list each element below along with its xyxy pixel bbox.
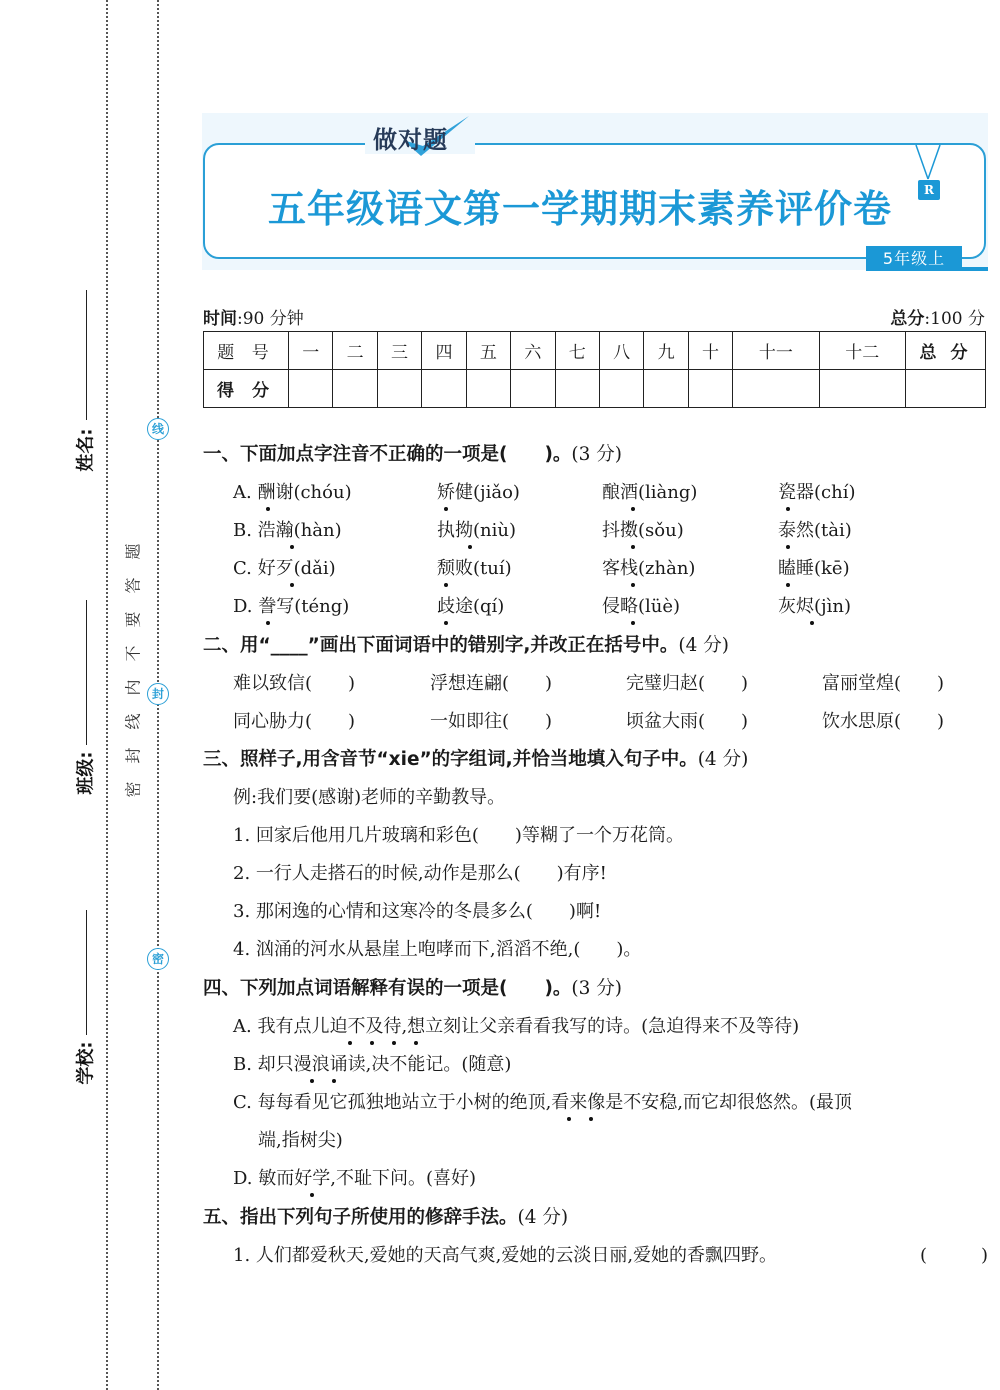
edition-badge: R	[918, 180, 940, 200]
emphasis-dot	[631, 621, 635, 625]
score-cell[interactable]	[289, 370, 333, 408]
q1-option-b-2: 执拗(niù)	[437, 520, 516, 541]
q1-option-b-1: B. 浩瀚(hàn)	[233, 520, 342, 541]
school-field[interactable]	[60, 910, 110, 1110]
q2-word: 饮水思原( )	[822, 711, 945, 732]
q2-word: 同心胁力( )	[233, 711, 356, 732]
q3-item-1: 1. 回家后他用几片玻璃和彩色( )等糊了一个万花筒。	[233, 825, 684, 846]
score-table-score-row	[204, 370, 986, 408]
score-cell[interactable]	[819, 370, 905, 408]
question-col-6: 六	[511, 332, 555, 370]
grade-badge: 5年级上	[866, 246, 962, 268]
emphasis-dot	[290, 583, 294, 587]
score-cell[interactable]	[333, 370, 377, 408]
question-2-title: 二、用“____”画出下面词语中的错别字,并改正在括号中。(4 分)	[203, 635, 729, 656]
emphasis-dot	[348, 1041, 352, 1045]
school-field-line	[86, 910, 87, 1035]
q1-option-d-4: 灰烬(jìn)	[778, 596, 851, 617]
brand-logo: 做对题	[373, 126, 448, 154]
q2-word: 顷盆大雨( )	[626, 711, 749, 732]
name-field[interactable]	[60, 290, 110, 480]
seal-note-char: 要	[123, 611, 143, 628]
q4-option-c: C. 每每看见它孤独地站立于小树的绝顶,看来像是不安稳,而它却很悠然。(最顶	[233, 1092, 853, 1113]
q4-option-a: A. 我有点儿迫不及待,想立刻让父亲看看我写的诗。(急迫得来不及等待)	[233, 1016, 800, 1037]
emphasis-dot	[310, 1193, 314, 1197]
score-label: 得 分	[204, 370, 289, 408]
q5-item-1: 1. 人们都爱秋天,爱她的天高气爽,爱她的云淡日丽,爱她的香飘四野。	[233, 1245, 778, 1266]
q1-option-b-3: 抖擞(sǒu)	[602, 520, 684, 541]
seal-note-char: 答	[123, 577, 143, 594]
emphasis-dot	[332, 1079, 336, 1083]
question-2-points: (4 分)	[678, 635, 729, 656]
emphasis-dot	[786, 545, 790, 549]
q1-option-a-2: 矫健(jiǎo)	[437, 482, 520, 503]
q1-option-c-3: 客栈(zhàn)	[602, 558, 696, 579]
total-label: 总分	[890, 309, 925, 329]
exam-time	[203, 304, 304, 329]
question-col-11: 十一	[733, 332, 819, 370]
emphasis-dot	[310, 1079, 314, 1083]
emphasis-dot	[631, 545, 635, 549]
emphasis-dot	[786, 583, 790, 587]
seal-note-char: 封	[123, 747, 143, 764]
q4-option-b: B. 却只漫浪诵读,决不能记。(随意)	[233, 1054, 512, 1075]
seal-mark-mi: 密	[147, 948, 169, 970]
seal-note-char: 内	[123, 679, 143, 696]
question-number-label: 题 号	[204, 332, 289, 370]
emphasis-dot	[444, 507, 448, 511]
q2-word: 浮想连翩( )	[430, 673, 553, 694]
seal-note-char: 线	[123, 713, 143, 730]
emphasis-dot	[414, 1041, 418, 1045]
question-col-5: 五	[466, 332, 510, 370]
emphasis-dot	[589, 1117, 593, 1121]
question-col-9: 九	[644, 332, 688, 370]
emphasis-dot	[631, 583, 635, 587]
score-cell[interactable]	[644, 370, 688, 408]
score-cell[interactable]	[511, 370, 555, 408]
name-label: 姓名:	[75, 428, 97, 472]
class-field-line	[86, 600, 87, 745]
score-cell[interactable]	[688, 370, 732, 408]
seal-mark-xian: 线	[147, 418, 169, 440]
seal-note	[120, 540, 144, 801]
question-col-3: 三	[377, 332, 421, 370]
emphasis-dot	[392, 1041, 396, 1045]
hanging-tag-icon	[910, 143, 946, 181]
q3-item-2: 2. 一行人走搭石的时候,动作是那么( )有序!	[233, 863, 607, 884]
emphasis-dot	[567, 1117, 571, 1121]
q1-option-d-3: 侵略(lüè)	[602, 596, 681, 617]
name-field-line	[86, 290, 87, 420]
q1-option-a-4: 瓷器(chí)	[778, 482, 856, 503]
question-5-title: 五、指出下列句子所使用的修辞手法。(4 分)	[203, 1207, 569, 1228]
q2-word: 富丽堂煌( )	[822, 673, 945, 694]
q1-option-c-2: 颓败(tuí)	[437, 558, 512, 579]
q3-example: 例:我们要(感谢)老师的辛勤教导。	[233, 787, 506, 808]
score-table	[203, 331, 986, 408]
question-5-points: (4 分)	[517, 1207, 569, 1228]
q3-item-3: 3. 那闲逸的心情和这寒冷的冬晨多么( )啊!	[233, 901, 602, 922]
q2-word: 难以致信( )	[233, 673, 356, 694]
question-4-points: (3 分)	[571, 978, 623, 999]
total-score-header: 总 分	[906, 332, 986, 370]
question-col-12: 十二	[819, 332, 905, 370]
q1-option-a-3: 酿酒(liàng)	[602, 482, 698, 503]
question-3-title: 三、照样子,用含音节“xie”的字组词,并恰当地填入句子中。(4 分)	[203, 749, 749, 770]
emphasis-dot	[468, 545, 472, 549]
class-label: 班级:	[75, 751, 97, 795]
total-score-cell[interactable]	[906, 370, 986, 408]
q1-option-b-4: 泰然(tài)	[778, 520, 852, 541]
q3-item-4: 4. 汹涌的河水从悬崖上咆哮而下,滔滔不绝,( )。	[233, 939, 642, 960]
q1-option-a-1: A. 酬谢(chóu)	[233, 482, 352, 503]
score-cell[interactable]	[599, 370, 643, 408]
seal-note-char: 不	[123, 645, 143, 662]
question-col-2: 二	[333, 332, 377, 370]
q1-option-d-2: 歧途(qí)	[437, 596, 505, 617]
emphasis-dot	[786, 507, 790, 511]
school-label: 学校:	[75, 1041, 97, 1085]
q1-option-d-1: D. 誊写(téng)	[233, 596, 350, 617]
q5-answer-blank[interactable]: ( )	[920, 1245, 989, 1266]
seal-note-char: 密	[123, 781, 143, 798]
question-4-title: 四、下列加点词语解释有误的一项是( )。(3 分)	[203, 978, 623, 999]
question-col-8: 八	[599, 332, 643, 370]
score-cell[interactable]	[466, 370, 510, 408]
q4-option-c-continued: 端,指树尖)	[258, 1130, 343, 1151]
q2-word: 完璧归赵( )	[626, 673, 749, 694]
q2-word: 一如即往( )	[430, 711, 553, 732]
score-table-header-row	[204, 332, 986, 370]
class-field[interactable]	[60, 600, 110, 810]
time-label: 时间	[203, 309, 237, 329]
emphasis-dot	[266, 621, 270, 625]
question-col-7: 七	[555, 332, 599, 370]
total-value: :100 分	[924, 309, 985, 329]
emphasis-dot	[631, 507, 635, 511]
score-cell[interactable]	[733, 370, 819, 408]
emphasis-dot	[444, 621, 448, 625]
question-3-points: (4 分)	[697, 749, 749, 770]
time-value: :90 分钟	[237, 309, 304, 329]
score-cell[interactable]	[555, 370, 599, 408]
q1-option-c-4: 瞌睡(kē)	[778, 558, 850, 579]
score-cell[interactable]	[422, 370, 466, 408]
seal-mark-feng: 封	[147, 683, 169, 705]
emphasis-dot	[810, 621, 814, 625]
emphasis-dot	[266, 507, 270, 511]
emphasis-dot	[290, 545, 294, 549]
page-title: 五年级语文第一学期期末素养评价卷	[267, 187, 892, 231]
question-1-title: 一、下面加点字注音不正确的一项是( )。(3 分)	[203, 444, 623, 465]
score-cell[interactable]	[377, 370, 421, 408]
question-col-4: 四	[422, 332, 466, 370]
question-col-10: 十	[688, 332, 732, 370]
seal-note-char: 题	[123, 543, 143, 560]
q1-option-c-1: C. 好歹(dǎi)	[233, 558, 336, 579]
q4-option-d: D. 敏而好学,不耻下问。(喜好)	[233, 1168, 476, 1189]
question-1-points: (3 分)	[571, 444, 623, 465]
emphasis-dot	[444, 583, 448, 587]
exam-total-score	[890, 304, 985, 329]
emphasis-dot	[370, 1041, 374, 1045]
question-col-1: 一	[289, 332, 333, 370]
